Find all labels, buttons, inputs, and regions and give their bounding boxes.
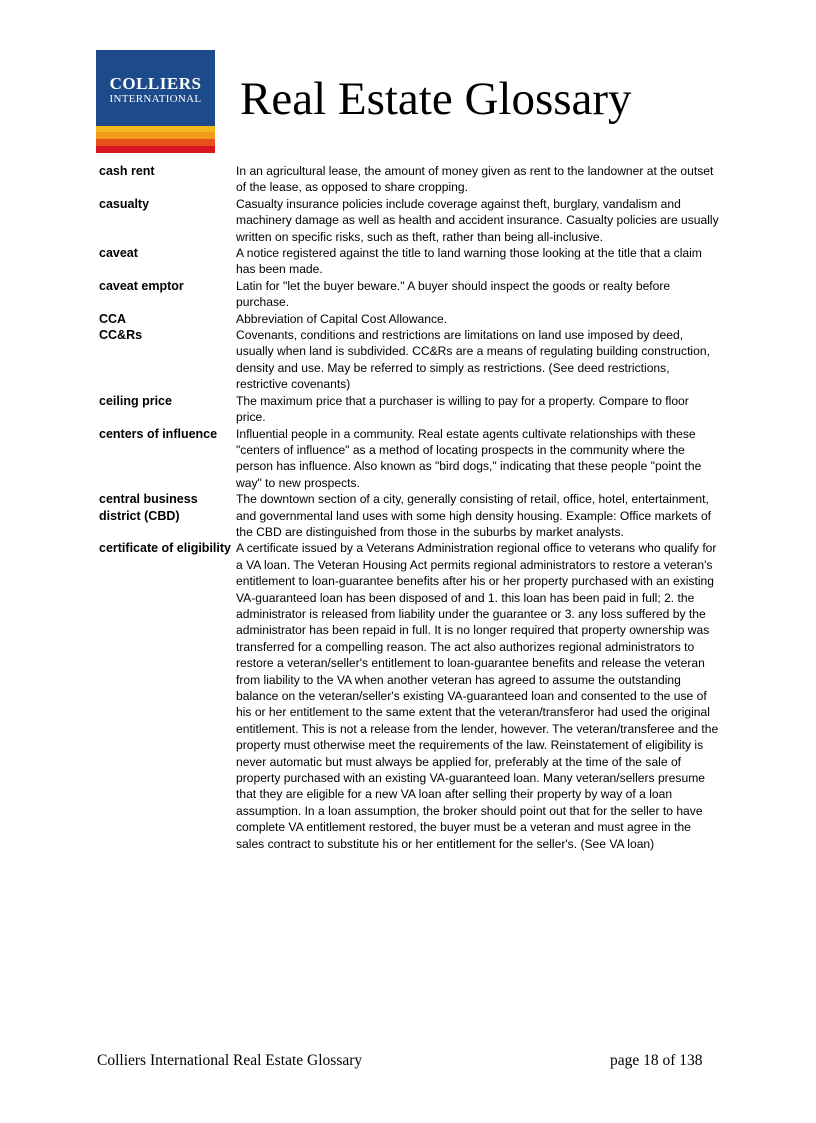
glossary-term: cash rent bbox=[99, 164, 155, 178]
glossary-definition: The maximum price that a purchaser is willing to pay for a property. Compare to floor price. bbox=[236, 393, 689, 425]
glossary-definition: Influential people in a community. Real estate agents cultivate relationships with these "centers of influence" as a method of locating prospects in the community where the person has influence. Also known as "bird dogs," indicating that these people "point the way" to new prospects. bbox=[236, 426, 702, 490]
logo-subtext: INTERNATIONAL bbox=[109, 93, 202, 105]
glossary-entry bbox=[99, 245, 721, 278]
glossary-entry bbox=[99, 393, 721, 426]
glossary-entry bbox=[99, 426, 721, 492]
glossary-definition: Covenants, conditions and restrictions are limitations on land use imposed by deed, usually when land is subdivided. CC&Rs are a means of regulating building construction, density and use. May be referred to simply as restrictions. (See deed restrictions, restrictive covenants) bbox=[236, 328, 710, 392]
glossary-entry bbox=[99, 278, 721, 311]
glossary-term: caveat bbox=[99, 246, 138, 261]
page-title: Real Estate Glossary bbox=[240, 73, 632, 125]
logo-stripe-orange bbox=[96, 132, 215, 139]
footer-document-title: Colliers International Real Estate Glossary bbox=[97, 1052, 363, 1069]
glossary-term: CCA bbox=[99, 311, 127, 326]
glossary-entry bbox=[99, 491, 721, 540]
glossary-entry bbox=[99, 311, 721, 327]
glossary-definition: A notice registered against the title to land warning those looking at the title that a claim has been made. bbox=[236, 246, 702, 277]
glossary-entry bbox=[99, 327, 721, 393]
glossary-definition: Abbreviation of Capital Cost Allowance. bbox=[236, 311, 448, 326]
glossary-term: ceiling price bbox=[99, 393, 172, 408]
glossary-definition: The downtown section of a city, generally consisting of retail, office, hotel, entertainment, and governmental land uses with some high density housing. Example: Office markets of the CBD are distinguished from those in the suburbs by market analysts. bbox=[236, 492, 712, 539]
glossary-entry bbox=[99, 540, 721, 852]
glossary-term: caveat emptor bbox=[99, 278, 184, 293]
colliers-logo bbox=[96, 50, 215, 153]
footer-page-number: page 18 of 138 bbox=[610, 1052, 703, 1069]
glossary-entry bbox=[99, 196, 721, 245]
logo-stripe-red-orange bbox=[96, 139, 215, 146]
glossary-term: centers of influence bbox=[99, 426, 218, 441]
glossary-definition: Casualty insurance policies include coverage against theft, burglary, vandalism and machinery damage as well as health and accident insurance. Casualty policies are usually written on specific risks, such as theft, rather than being all-inclusive. bbox=[236, 196, 719, 244]
glossary-definition: Latin for "let the buyer beware." A buyer should inspect the goods or realty before purchase. bbox=[236, 278, 671, 310]
glossary-term: central business district (CBD) bbox=[99, 492, 198, 523]
logo-wordmark: COLLIERS bbox=[109, 74, 202, 93]
glossary-list bbox=[99, 163, 721, 852]
glossary-term: casualty bbox=[99, 196, 150, 211]
glossary-term: certificate of eligibility bbox=[99, 541, 231, 556]
glossary-term: CC&Rs bbox=[99, 328, 143, 343]
glossary-definition: In an agricultural lease, the amount of money given as rent to the landowner at the outset of the lease, as opposed to share cropping. bbox=[236, 164, 714, 195]
glossary-entry bbox=[99, 163, 721, 196]
logo-stripe-red bbox=[96, 146, 215, 153]
glossary-definition: A certificate issued by a Veterans Administration regional office to veterans who qualify for a VA loan. The Veteran Housing Act permits regional administrators to restore a veteran's entitlement to loan-guarantee benefits after his or her property purchased with an existing VA-guaranteed loan has been disposed of and 1. this loan has been paid in full; 2. the administrator is released from liability under the guarantee or 3. any loss suffered by the administrator has been repaid in full. It is no longer required that property ownership was transferred for a compelling reason. The act also authorizes regional administrators to restore a veteran/seller's entitlement to loan-guarantee benefits and release the veteran from liability to the VA when another veteran has agreed to assume the outstanding balance on the veteran/seller's existing VA-guaranteed loan and consented to the use of his or her entitlement to the same extent that the veteran/transferor had used the original entitlement. This is not a release from the lender, however. The veteran/transferee and the property must otherwise meet the requirements of the law. Reinstatement of eligibility is never automatic but must always be applied for, preferably at the time of the sale of property purchased with an existing VA-guaranteed loan. Many veteran/sellers presume that they are eligible for a new VA loan after selling their property by way of a loan assumption. In a loan assumption, the broker should point out that for the seller to have complete VA entitlement restored, the buyer must be a veteran and must agree in the sales contract to substitute his or her entitlement for the seller's. (See VA loan) bbox=[236, 541, 719, 851]
